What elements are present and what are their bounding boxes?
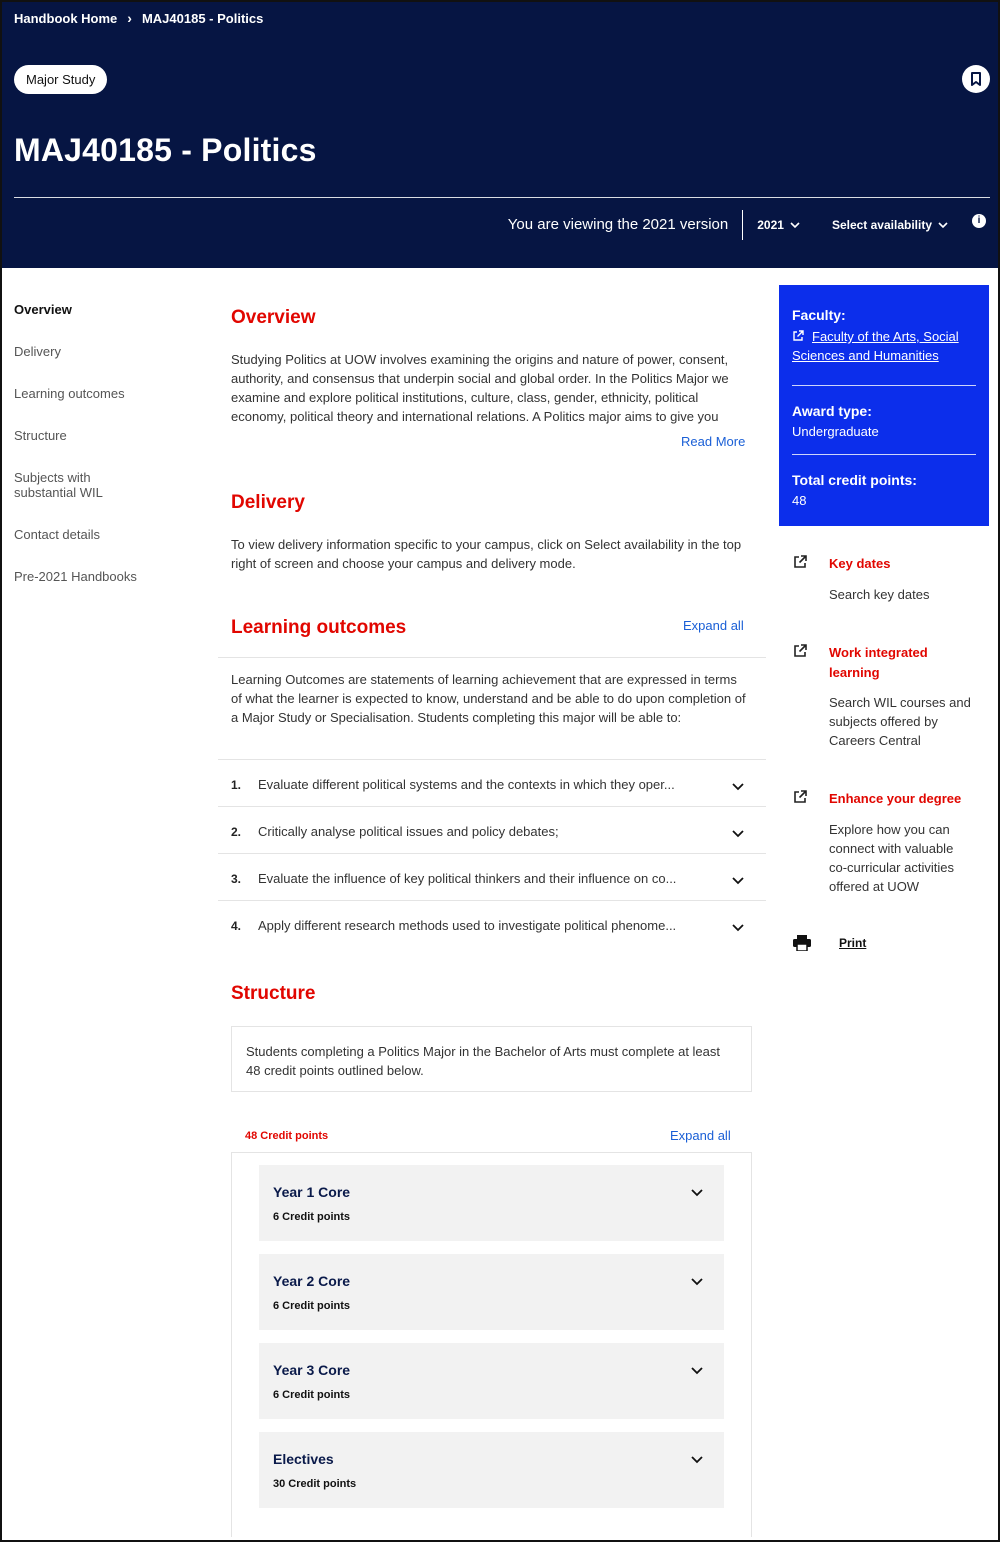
availability-select-value: Select availability [831, 218, 932, 232]
chevron-down-icon [790, 222, 800, 229]
outcome-number: 3. [231, 872, 242, 886]
quick-link-desc: Search WIL courses and subjects offered by Careers Central [829, 695, 971, 748]
credit-group-title: Year 2 Core [273, 1273, 351, 1289]
version-text: You are viewing the 2021 version [508, 210, 743, 240]
award-type-label: Award type: [792, 403, 872, 419]
read-more-link[interactable]: Read More [681, 434, 746, 449]
credit-group-points: 6 Credit points [273, 1300, 351, 1312]
quick-link-title: Key dates [829, 556, 891, 571]
year-select[interactable] [757, 218, 800, 232]
overview-heading: Overview [231, 307, 316, 328]
year-select-value: 2021 [757, 218, 784, 232]
total-credit-value: 48 [792, 493, 807, 508]
credit-group-points: 30 Credit points [273, 1478, 357, 1490]
nav-item-delivery[interactable]: Delivery [14, 344, 61, 359]
nav-item-learning-outcomes[interactable]: Learning outcomes [14, 386, 125, 401]
structure-intro-box [231, 1026, 752, 1092]
page-title: MAJ40185 - Politics [14, 132, 317, 168]
quick-link-title: Enhance your degree [829, 791, 962, 806]
credit-group-title: Year 3 Core [273, 1362, 351, 1378]
outcome-item-1[interactable] [218, 759, 766, 806]
chevron-down-icon [691, 1456, 703, 1464]
chevron-down-icon [938, 222, 948, 229]
learning-outcomes-heading: Learning outcomes [231, 617, 407, 638]
delivery-text: To view delivery information specific to your campus, click on Select availability in the top right of screen and choose your campus and delivery mode. [231, 537, 742, 571]
outcome-number: 1. [231, 778, 242, 792]
outcome-number: 2. [231, 825, 242, 839]
quick-link-desc: Search key dates [829, 587, 930, 602]
chevron-down-icon [691, 1189, 703, 1197]
info-icon[interactable]: i [972, 214, 986, 228]
faculty-value: Faculty of the Arts, Social Sciences and Humanities [792, 329, 959, 363]
external-link-icon [792, 330, 804, 342]
award-type-value: Undergraduate [792, 424, 879, 439]
bookmark-icon[interactable] [962, 65, 990, 93]
structure-expand-all-link[interactable]: Expand all [670, 1128, 731, 1143]
breadcrumb-current: MAJ40185 - Politics [141, 10, 264, 26]
printer-icon [793, 935, 811, 951]
chevron-down-icon [732, 877, 744, 885]
outcomes-intro: Learning Outcomes are statements of learning achievement that are expressed in terms of what the learner is expected to know, understand and be able to do upon completion of a Major Study or Specialisation. Students completing this major will be able to: [231, 672, 746, 725]
structure-heading: Structure [231, 983, 316, 1004]
chevron-down-icon [691, 1367, 703, 1375]
outcome-item-3[interactable] [218, 853, 766, 900]
outcome-item-4[interactable] [218, 900, 766, 947]
credit-group-electives[interactable] [259, 1432, 724, 1508]
chevron-down-icon [732, 830, 744, 838]
credit-group-title: Year 1 Core [273, 1184, 351, 1200]
credit-group-points: 6 Credit points [273, 1211, 351, 1223]
outcome-text: Evaluate the influence of key political thinkers and their influence on co... [258, 871, 677, 886]
outcomes-divider [218, 657, 766, 658]
nav-item-contact-details[interactable]: Contact details [14, 527, 100, 542]
credit-group-year-2-core[interactable] [259, 1254, 724, 1330]
version-bar [508, 210, 986, 240]
credit-group-points: 6 Credit points [273, 1389, 351, 1401]
quick-link-title: Work integrated learning [829, 645, 928, 680]
quick-link-key-dates[interactable] [792, 554, 992, 614]
header-divider [14, 197, 990, 198]
breadcrumb [14, 10, 263, 26]
availability-select[interactable] [832, 218, 948, 232]
faculty-label: Faculty: [792, 307, 846, 323]
chevron-down-icon [732, 924, 744, 932]
quick-link-desc: Explore how you can connect with valuable co-curricular activities offered at UOW [829, 822, 954, 894]
credit-points-label: 48 Credit points [245, 1130, 329, 1142]
course-info-box [779, 285, 989, 526]
credit-group-title: Electives [273, 1451, 334, 1467]
nav-item-structure[interactable]: Structure [14, 428, 67, 443]
info-divider [792, 454, 976, 455]
section-nav [14, 302, 194, 611]
outcome-text: Evaluate different political systems and the contexts in which they oper... [258, 777, 675, 792]
quick-link-enhance-degree[interactable] [792, 789, 992, 899]
outcome-number: 4. [231, 919, 242, 933]
breadcrumb-home-link[interactable]: Handbook Home [14, 10, 118, 26]
info-divider [792, 385, 976, 386]
outcome-item-2[interactable] [218, 806, 766, 853]
chevron-down-icon [732, 783, 744, 791]
print-button[interactable] [793, 934, 883, 954]
outcomes-expand-all-link[interactable]: Expand all [683, 618, 744, 633]
outcome-text: Critically analyse political issues and policy debates; [258, 824, 559, 839]
outcomes-list [218, 759, 766, 949]
print-label: Print [839, 936, 867, 950]
delivery-heading: Delivery [231, 492, 305, 513]
outcome-text: Apply different research methods used to investigate political phenome... [258, 918, 677, 933]
external-link-icon [792, 554, 808, 570]
external-link-icon [792, 643, 808, 659]
breadcrumb-separator: › [127, 10, 132, 26]
structure-text: Students completing a Politics Major in the Bachelor of Arts must complete at least 48 credit points outlined below. [246, 1044, 721, 1078]
external-link-icon [792, 789, 808, 805]
credit-group-year-1-core[interactable] [259, 1165, 724, 1241]
chevron-down-icon [691, 1278, 703, 1286]
overview-text: Studying Politics at UOW involves examining the origins and nature of power, consent, authority, and consensus that underpin social and global order. In the Politics Major we examine and explore political institutions, culture, class, gender, ethnicity, political economy, political theory and international relations. A Politics major aims to give you [231, 352, 729, 424]
nav-item-overview[interactable]: Overview [14, 302, 72, 317]
total-credit-label: Total credit points: [792, 472, 917, 488]
nav-item-subjects-wil[interactable]: Subjects with substantial WIL [14, 470, 103, 500]
major-study-badge: Major Study [14, 65, 107, 94]
quick-link-wil[interactable] [792, 643, 992, 753]
credit-group-year-3-core[interactable] [259, 1343, 724, 1419]
faculty-link[interactable] [792, 327, 976, 365]
page-header [2, 2, 1000, 268]
nav-item-pre-2021-handbooks[interactable]: Pre-2021 Handbooks [14, 569, 137, 584]
